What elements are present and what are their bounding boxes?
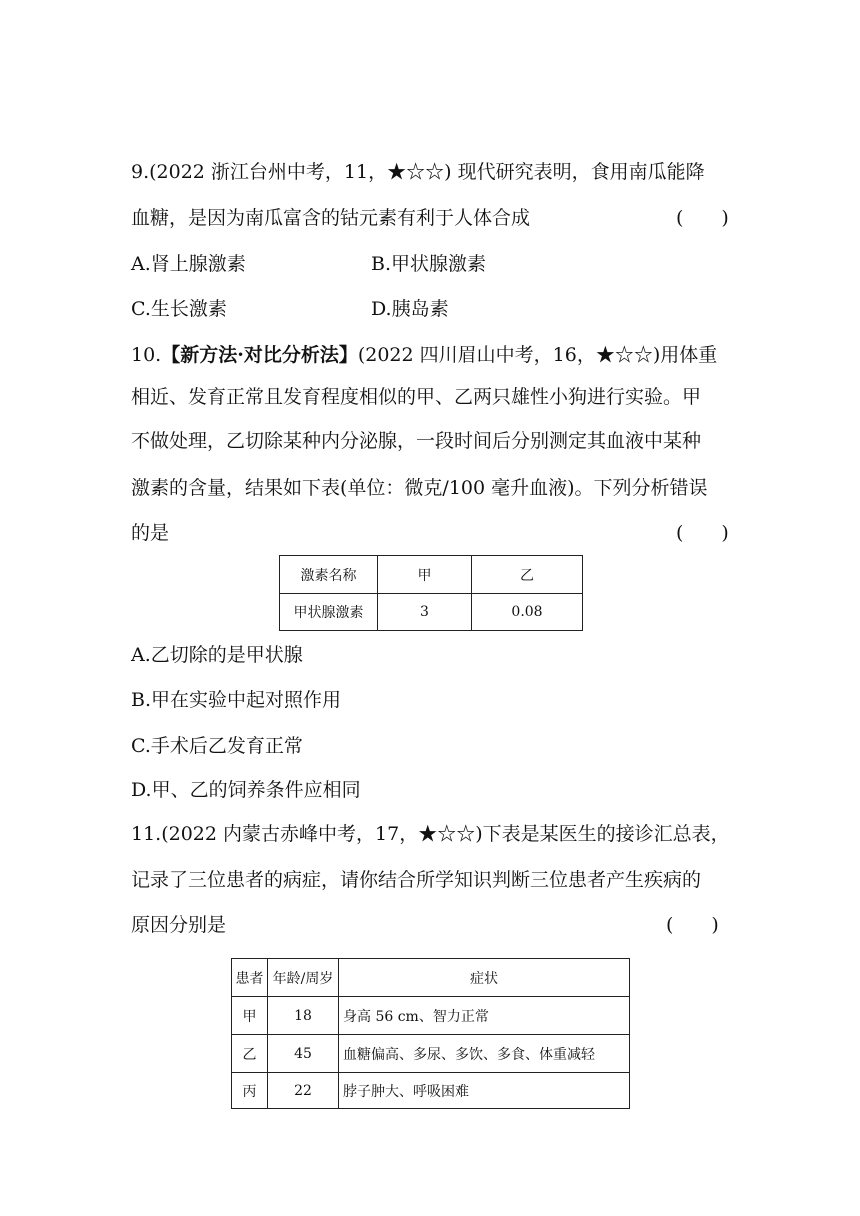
table-cell: 22 <box>268 1073 339 1109</box>
table-header-row <box>280 556 583 594</box>
table-header-cell: 甲 <box>378 556 472 594</box>
table-header-cell: 激素名称 <box>280 556 378 594</box>
q9-option-d: D.胰岛素 <box>371 298 449 320</box>
q10-option-a: A.乙切除的是甲状腺 <box>131 644 303 666</box>
q11-patient-table <box>231 958 630 1109</box>
q10-stem-line-2: 相近、发育正常且发育程度相似的甲、乙两只雄性小狗进行实验。甲 <box>131 386 702 408</box>
q11-answer-blank: ( ) <box>666 914 719 936</box>
table-cell: 0.08 <box>472 594 583 631</box>
q10-answer-blank: ( ) <box>676 522 729 544</box>
table-cell: 丙 <box>232 1073 268 1109</box>
q9-option-b: B.甲状腺激素 <box>371 253 487 275</box>
q10-stem-line-4: 激素的含量，结果如下表(单位：微克/100 毫升血液)。下列分析错误 <box>131 477 708 499</box>
q11-stem-line-2: 记录了三位患者的病症，请你结合所学知识判断三位患者产生疾病的 <box>131 869 702 891</box>
q10-stem-line-1-rest: (2022 四川眉山中考，16，★☆☆)用体重 <box>357 344 718 366</box>
table-header-cell: 乙 <box>472 556 583 594</box>
table-row <box>232 1073 630 1109</box>
table-cell: 18 <box>268 997 339 1035</box>
table-cell: 脖子肿大、呼吸困难 <box>339 1073 630 1109</box>
q11-stem-line-1: 11.(2022 内蒙古赤峰中考，17，★☆☆)下表是某医生的接诊汇总表， <box>131 823 730 845</box>
table-cell: 3 <box>378 594 472 631</box>
q9-stem-line-1: 9.(2022 浙江台州中考，11，★☆☆) 现代研究表明，食用南瓜能降 <box>131 161 705 183</box>
q10-stem-line-3: 不做处理，乙切除某种内分泌腺，一段时间后分别测定其血液中某种 <box>131 430 702 452</box>
table-row <box>232 1035 630 1073</box>
q9-option-c: C.生长激素 <box>131 298 227 320</box>
table-cell: 甲 <box>232 997 268 1035</box>
table-row <box>232 997 630 1035</box>
q10-method-tag: 【新方法·对比分析法】 <box>161 344 358 366</box>
q10-stem-line-5: 的是 <box>131 522 170 544</box>
table-row <box>280 594 583 631</box>
q10-option-d: D.甲、乙的饲养条件应相同 <box>131 779 361 801</box>
table-cell: 乙 <box>232 1035 268 1073</box>
q10-option-b: B.甲在实验中起对照作用 <box>131 689 342 711</box>
q10-option-c: C.手术后乙发育正常 <box>131 735 303 757</box>
q9-option-a: A.肾上腺激素 <box>131 253 246 275</box>
q9-answer-blank: ( ) <box>676 207 729 229</box>
q11-stem-line-3: 原因分别是 <box>131 914 227 936</box>
table-header-row <box>232 959 630 997</box>
q10-hormone-table <box>279 555 583 631</box>
table-header-cell: 症状 <box>339 959 630 997</box>
q10-stem-line-1 <box>131 341 717 369</box>
table-header-cell: 年龄/周岁 <box>268 959 339 997</box>
table-cell: 血糖偏高、多尿、多饮、多食、体重减轻 <box>339 1035 630 1073</box>
table-cell: 45 <box>268 1035 339 1073</box>
table-cell: 甲状腺激素 <box>280 594 378 631</box>
table-cell: 身高 56 cm、智力正常 <box>339 997 630 1035</box>
q10-number: 10. <box>131 344 162 366</box>
q9-stem-line-2: 血糖，是因为南瓜富含的钴元素有利于人体合成 <box>131 207 531 229</box>
table-header-cell: 患者 <box>232 959 268 997</box>
